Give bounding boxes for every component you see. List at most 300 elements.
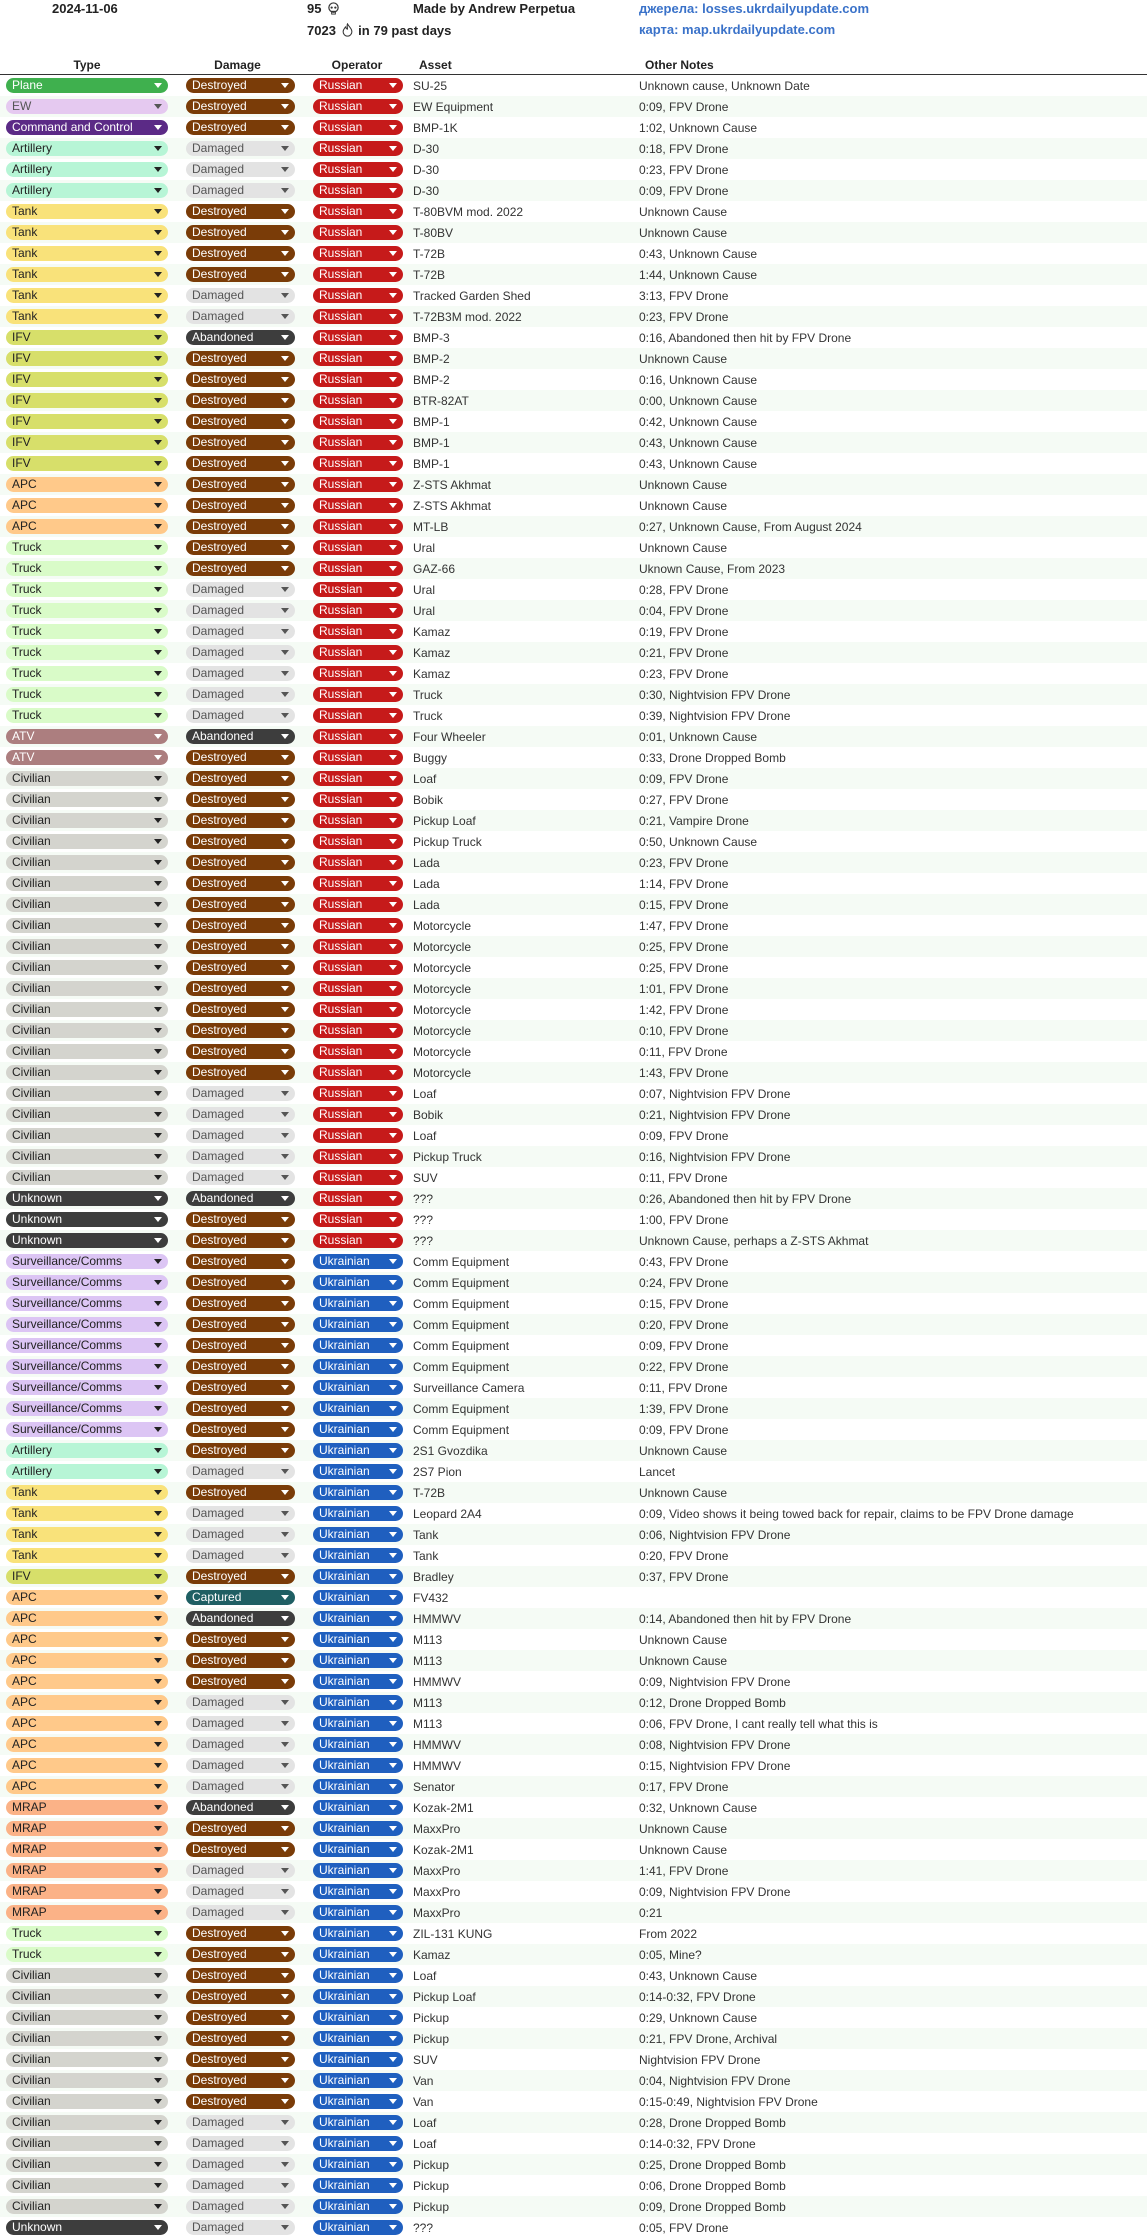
damage-dropdown[interactable] <box>186 1443 295 1458</box>
operator-dropdown[interactable] <box>313 1758 403 1773</box>
type-dropdown[interactable] <box>6 1569 168 1584</box>
type-dropdown[interactable] <box>6 1380 168 1395</box>
operator-dropdown[interactable] <box>313 2031 403 2046</box>
type-dropdown[interactable] <box>6 1191 168 1206</box>
type-dropdown[interactable] <box>6 918 168 933</box>
type-dropdown[interactable] <box>6 1695 168 1710</box>
type-dropdown[interactable] <box>6 1632 168 1647</box>
type-dropdown[interactable] <box>6 582 168 597</box>
type-dropdown[interactable] <box>6 1107 168 1122</box>
damage-dropdown[interactable] <box>186 1002 295 1017</box>
operator-dropdown[interactable] <box>313 1821 403 1836</box>
type-dropdown[interactable] <box>6 2094 168 2109</box>
type-dropdown[interactable] <box>6 1548 168 1563</box>
type-dropdown[interactable] <box>6 1170 168 1185</box>
operator-dropdown[interactable] <box>313 1674 403 1689</box>
operator-dropdown[interactable] <box>313 1716 403 1731</box>
operator-dropdown[interactable] <box>313 183 403 198</box>
operator-dropdown[interactable] <box>313 246 403 261</box>
type-dropdown[interactable] <box>6 1212 168 1227</box>
operator-dropdown[interactable] <box>313 2178 403 2193</box>
type-dropdown[interactable] <box>6 183 168 198</box>
damage-dropdown[interactable] <box>186 435 295 450</box>
type-dropdown[interactable] <box>6 1086 168 1101</box>
operator-dropdown[interactable] <box>313 2157 403 2172</box>
damage-dropdown[interactable] <box>186 2010 295 2025</box>
damage-dropdown[interactable] <box>186 603 295 618</box>
operator-dropdown[interactable] <box>313 2199 403 2214</box>
damage-dropdown[interactable] <box>186 1506 295 1521</box>
operator-dropdown[interactable] <box>313 288 403 303</box>
operator-dropdown[interactable] <box>313 141 403 156</box>
operator-dropdown[interactable] <box>313 1233 403 1248</box>
type-dropdown[interactable] <box>6 498 168 513</box>
operator-dropdown[interactable] <box>313 1989 403 2004</box>
damage-dropdown[interactable] <box>186 1422 295 1437</box>
type-dropdown[interactable] <box>6 456 168 471</box>
operator-dropdown[interactable] <box>313 1359 403 1374</box>
operator-dropdown[interactable] <box>313 1380 403 1395</box>
operator-dropdown[interactable] <box>313 1128 403 1143</box>
type-dropdown[interactable] <box>6 1863 168 1878</box>
operator-dropdown[interactable] <box>313 1170 403 1185</box>
damage-dropdown[interactable] <box>186 1653 295 1668</box>
type-dropdown[interactable] <box>6 477 168 492</box>
operator-dropdown[interactable] <box>313 1947 403 1962</box>
damage-dropdown[interactable] <box>186 813 295 828</box>
damage-dropdown[interactable] <box>186 2094 295 2109</box>
type-dropdown[interactable] <box>6 1296 168 1311</box>
operator-dropdown[interactable] <box>313 1023 403 1038</box>
type-dropdown[interactable] <box>6 1821 168 1836</box>
damage-dropdown[interactable] <box>186 1632 295 1647</box>
damage-dropdown[interactable] <box>186 1338 295 1353</box>
type-dropdown[interactable] <box>6 414 168 429</box>
type-dropdown[interactable] <box>6 1674 168 1689</box>
type-dropdown[interactable] <box>6 750 168 765</box>
type-dropdown[interactable] <box>6 1422 168 1437</box>
damage-dropdown[interactable] <box>186 2178 295 2193</box>
operator-dropdown[interactable] <box>313 1401 403 1416</box>
operator-dropdown[interactable] <box>313 1548 403 1563</box>
operator-dropdown[interactable] <box>313 792 403 807</box>
sources-label[interactable]: джерела: <box>639 1 703 16</box>
damage-dropdown[interactable] <box>186 1947 295 1962</box>
type-dropdown[interactable] <box>6 1044 168 1059</box>
type-dropdown[interactable] <box>6 435 168 450</box>
damage-dropdown[interactable] <box>186 1926 295 1941</box>
operator-dropdown[interactable] <box>313 1002 403 1017</box>
type-dropdown[interactable] <box>6 372 168 387</box>
type-dropdown[interactable] <box>6 897 168 912</box>
type-dropdown[interactable] <box>6 1716 168 1731</box>
operator-dropdown[interactable] <box>313 813 403 828</box>
damage-dropdown[interactable] <box>186 771 295 786</box>
operator-dropdown[interactable] <box>313 834 403 849</box>
type-dropdown[interactable] <box>6 1590 168 1605</box>
damage-dropdown[interactable] <box>186 120 295 135</box>
damage-dropdown[interactable] <box>186 1149 295 1164</box>
type-dropdown[interactable] <box>6 141 168 156</box>
type-dropdown[interactable] <box>6 2115 168 2130</box>
operator-dropdown[interactable] <box>313 771 403 786</box>
type-dropdown[interactable] <box>6 603 168 618</box>
damage-dropdown[interactable] <box>186 834 295 849</box>
operator-dropdown[interactable] <box>313 561 403 576</box>
operator-dropdown[interactable] <box>313 624 403 639</box>
map-link[interactable]: map.ukrdailyupdate.com <box>682 22 836 37</box>
damage-dropdown[interactable] <box>186 2199 295 2214</box>
operator-dropdown[interactable] <box>313 876 403 891</box>
type-dropdown[interactable] <box>6 1653 168 1668</box>
type-dropdown[interactable] <box>6 540 168 555</box>
type-dropdown[interactable] <box>6 2199 168 2214</box>
damage-dropdown[interactable] <box>186 1065 295 1080</box>
operator-dropdown[interactable] <box>313 1611 403 1626</box>
damage-dropdown[interactable] <box>186 1674 295 1689</box>
operator-dropdown[interactable] <box>313 204 403 219</box>
damage-dropdown[interactable] <box>186 1107 295 1122</box>
type-dropdown[interactable] <box>6 1317 168 1332</box>
damage-dropdown[interactable] <box>186 225 295 240</box>
damage-dropdown[interactable] <box>186 1128 295 1143</box>
damage-dropdown[interactable] <box>186 267 295 282</box>
damage-dropdown[interactable] <box>186 78 295 93</box>
type-dropdown[interactable] <box>6 246 168 261</box>
operator-dropdown[interactable] <box>313 939 403 954</box>
damage-dropdown[interactable] <box>186 498 295 513</box>
operator-dropdown[interactable] <box>313 2136 403 2151</box>
operator-dropdown[interactable] <box>313 162 403 177</box>
type-dropdown[interactable] <box>6 2220 168 2235</box>
damage-dropdown[interactable] <box>186 582 295 597</box>
type-dropdown[interactable] <box>6 2136 168 2151</box>
damage-dropdown[interactable] <box>186 162 295 177</box>
type-dropdown[interactable] <box>6 855 168 870</box>
damage-dropdown[interactable] <box>186 1191 295 1206</box>
operator-dropdown[interactable] <box>313 1149 403 1164</box>
type-dropdown[interactable] <box>6 1128 168 1143</box>
damage-dropdown[interactable] <box>186 1023 295 1038</box>
operator-dropdown[interactable] <box>313 1968 403 1983</box>
operator-dropdown[interactable] <box>313 960 403 975</box>
damage-dropdown[interactable] <box>186 2031 295 2046</box>
operator-dropdown[interactable] <box>313 1254 403 1269</box>
operator-dropdown[interactable] <box>313 1569 403 1584</box>
type-dropdown[interactable] <box>6 1611 168 1626</box>
operator-dropdown[interactable] <box>313 1779 403 1794</box>
operator-dropdown[interactable] <box>313 687 403 702</box>
type-dropdown[interactable] <box>6 1275 168 1290</box>
type-dropdown[interactable] <box>6 876 168 891</box>
operator-dropdown[interactable] <box>313 393 403 408</box>
damage-dropdown[interactable] <box>186 1527 295 1542</box>
damage-dropdown[interactable] <box>186 1275 295 1290</box>
map-label[interactable]: карта: <box>639 22 683 37</box>
damage-dropdown[interactable] <box>186 309 295 324</box>
operator-dropdown[interactable] <box>313 855 403 870</box>
type-dropdown[interactable] <box>6 2052 168 2067</box>
damage-dropdown[interactable] <box>186 981 295 996</box>
operator-dropdown[interactable] <box>313 99 403 114</box>
type-dropdown[interactable] <box>6 1023 168 1038</box>
operator-dropdown[interactable] <box>313 1527 403 1542</box>
operator-dropdown[interactable] <box>313 330 403 345</box>
type-dropdown[interactable] <box>6 708 168 723</box>
operator-dropdown[interactable] <box>313 1443 403 1458</box>
operator-dropdown[interactable] <box>313 1590 403 1605</box>
operator-dropdown[interactable] <box>313 1338 403 1353</box>
damage-dropdown[interactable] <box>186 204 295 219</box>
type-dropdown[interactable] <box>6 2073 168 2088</box>
damage-dropdown[interactable] <box>186 1842 295 1857</box>
damage-dropdown[interactable] <box>186 1884 295 1899</box>
damage-dropdown[interactable] <box>186 1716 295 1731</box>
type-dropdown[interactable] <box>6 813 168 828</box>
type-dropdown[interactable] <box>6 1485 168 1500</box>
type-dropdown[interactable] <box>6 1926 168 1941</box>
type-dropdown[interactable] <box>6 1233 168 1248</box>
type-dropdown[interactable] <box>6 2031 168 2046</box>
damage-dropdown[interactable] <box>186 372 295 387</box>
operator-dropdown[interactable] <box>313 225 403 240</box>
operator-dropdown[interactable] <box>313 1506 403 1521</box>
operator-dropdown[interactable] <box>313 1464 403 1479</box>
damage-dropdown[interactable] <box>186 1464 295 1479</box>
damage-dropdown[interactable] <box>186 561 295 576</box>
operator-dropdown[interactable] <box>313 750 403 765</box>
damage-dropdown[interactable] <box>186 687 295 702</box>
type-dropdown[interactable] <box>6 1779 168 1794</box>
operator-dropdown[interactable] <box>313 1296 403 1311</box>
type-dropdown[interactable] <box>6 1968 168 1983</box>
type-dropdown[interactable] <box>6 309 168 324</box>
type-dropdown[interactable] <box>6 1254 168 1269</box>
damage-dropdown[interactable] <box>186 2052 295 2067</box>
damage-dropdown[interactable] <box>186 2115 295 2130</box>
type-dropdown[interactable] <box>6 1527 168 1542</box>
operator-dropdown[interactable] <box>313 120 403 135</box>
type-dropdown[interactable] <box>6 120 168 135</box>
damage-dropdown[interactable] <box>186 288 295 303</box>
operator-dropdown[interactable] <box>313 2073 403 2088</box>
damage-dropdown[interactable] <box>186 897 295 912</box>
operator-dropdown[interactable] <box>313 1905 403 1920</box>
damage-dropdown[interactable] <box>186 330 295 345</box>
type-dropdown[interactable] <box>6 729 168 744</box>
type-dropdown[interactable] <box>6 204 168 219</box>
type-dropdown[interactable] <box>6 288 168 303</box>
operator-dropdown[interactable] <box>313 1191 403 1206</box>
type-dropdown[interactable] <box>6 834 168 849</box>
operator-dropdown[interactable] <box>313 603 403 618</box>
type-dropdown[interactable] <box>6 1401 168 1416</box>
operator-dropdown[interactable] <box>313 1842 403 1857</box>
damage-dropdown[interactable] <box>186 1779 295 1794</box>
damage-dropdown[interactable] <box>186 414 295 429</box>
type-dropdown[interactable] <box>6 1443 168 1458</box>
operator-dropdown[interactable] <box>313 1044 403 1059</box>
operator-dropdown[interactable] <box>313 435 403 450</box>
operator-dropdown[interactable] <box>313 540 403 555</box>
type-dropdown[interactable] <box>6 1149 168 1164</box>
type-dropdown[interactable] <box>6 624 168 639</box>
damage-dropdown[interactable] <box>186 1254 295 1269</box>
damage-dropdown[interactable] <box>186 2136 295 2151</box>
damage-dropdown[interactable] <box>186 1380 295 1395</box>
damage-dropdown[interactable] <box>186 1086 295 1101</box>
operator-dropdown[interactable] <box>313 1737 403 1752</box>
type-dropdown[interactable] <box>6 960 168 975</box>
type-dropdown[interactable] <box>6 393 168 408</box>
type-dropdown[interactable] <box>6 1464 168 1479</box>
type-dropdown[interactable] <box>6 519 168 534</box>
type-dropdown[interactable] <box>6 225 168 240</box>
damage-dropdown[interactable] <box>186 708 295 723</box>
operator-dropdown[interactable] <box>313 1212 403 1227</box>
operator-dropdown[interactable] <box>313 645 403 660</box>
operator-dropdown[interactable] <box>313 2010 403 2025</box>
operator-dropdown[interactable] <box>313 78 403 93</box>
operator-dropdown[interactable] <box>313 519 403 534</box>
operator-dropdown[interactable] <box>313 2094 403 2109</box>
operator-dropdown[interactable] <box>313 267 403 282</box>
type-dropdown[interactable] <box>6 162 168 177</box>
operator-dropdown[interactable] <box>313 897 403 912</box>
operator-dropdown[interactable] <box>313 2220 403 2235</box>
damage-dropdown[interactable] <box>186 519 295 534</box>
operator-dropdown[interactable] <box>313 1884 403 1899</box>
damage-dropdown[interactable] <box>186 1989 295 2004</box>
damage-dropdown[interactable] <box>186 645 295 660</box>
operator-dropdown[interactable] <box>313 1086 403 1101</box>
operator-dropdown[interactable] <box>313 309 403 324</box>
damage-dropdown[interactable] <box>186 960 295 975</box>
damage-dropdown[interactable] <box>186 918 295 933</box>
type-dropdown[interactable] <box>6 687 168 702</box>
operator-dropdown[interactable] <box>313 2115 403 2130</box>
type-dropdown[interactable] <box>6 771 168 786</box>
type-dropdown[interactable] <box>6 2178 168 2193</box>
damage-dropdown[interactable] <box>186 1863 295 1878</box>
operator-dropdown[interactable] <box>313 1926 403 1941</box>
operator-dropdown[interactable] <box>313 729 403 744</box>
damage-dropdown[interactable] <box>186 351 295 366</box>
operator-dropdown[interactable] <box>313 1485 403 1500</box>
damage-dropdown[interactable] <box>186 2157 295 2172</box>
type-dropdown[interactable] <box>6 351 168 366</box>
operator-dropdown[interactable] <box>313 372 403 387</box>
operator-dropdown[interactable] <box>313 498 403 513</box>
damage-dropdown[interactable] <box>186 792 295 807</box>
damage-dropdown[interactable] <box>186 246 295 261</box>
damage-dropdown[interactable] <box>186 1968 295 1983</box>
operator-dropdown[interactable] <box>313 477 403 492</box>
type-dropdown[interactable] <box>6 1905 168 1920</box>
type-dropdown[interactable] <box>6 666 168 681</box>
type-dropdown[interactable] <box>6 78 168 93</box>
damage-dropdown[interactable] <box>186 477 295 492</box>
operator-dropdown[interactable] <box>313 1422 403 1437</box>
type-dropdown[interactable] <box>6 981 168 996</box>
type-dropdown[interactable] <box>6 561 168 576</box>
operator-dropdown[interactable] <box>313 1317 403 1332</box>
damage-dropdown[interactable] <box>186 1317 295 1332</box>
operator-dropdown[interactable] <box>313 981 403 996</box>
type-dropdown[interactable] <box>6 1842 168 1857</box>
type-dropdown[interactable] <box>6 2157 168 2172</box>
damage-dropdown[interactable] <box>186 1044 295 1059</box>
damage-dropdown[interactable] <box>186 729 295 744</box>
damage-dropdown[interactable] <box>186 750 295 765</box>
type-dropdown[interactable] <box>6 1758 168 1773</box>
damage-dropdown[interactable] <box>186 1821 295 1836</box>
damage-dropdown[interactable] <box>186 666 295 681</box>
type-dropdown[interactable] <box>6 939 168 954</box>
operator-dropdown[interactable] <box>313 414 403 429</box>
damage-dropdown[interactable] <box>186 2073 295 2088</box>
type-dropdown[interactable] <box>6 645 168 660</box>
operator-dropdown[interactable] <box>313 1632 403 1647</box>
damage-dropdown[interactable] <box>186 624 295 639</box>
operator-dropdown[interactable] <box>313 456 403 471</box>
operator-dropdown[interactable] <box>313 1275 403 1290</box>
damage-dropdown[interactable] <box>186 1296 295 1311</box>
damage-dropdown[interactable] <box>186 393 295 408</box>
damage-dropdown[interactable] <box>186 1170 295 1185</box>
type-dropdown[interactable] <box>6 1359 168 1374</box>
damage-dropdown[interactable] <box>186 1758 295 1773</box>
damage-dropdown[interactable] <box>186 1401 295 1416</box>
operator-dropdown[interactable] <box>313 1800 403 1815</box>
operator-dropdown[interactable] <box>313 666 403 681</box>
operator-dropdown[interactable] <box>313 708 403 723</box>
damage-dropdown[interactable] <box>186 1359 295 1374</box>
type-dropdown[interactable] <box>6 792 168 807</box>
damage-dropdown[interactable] <box>186 1569 295 1584</box>
type-dropdown[interactable] <box>6 330 168 345</box>
operator-dropdown[interactable] <box>313 1065 403 1080</box>
damage-dropdown[interactable] <box>186 1548 295 1563</box>
damage-dropdown[interactable] <box>186 2220 295 2235</box>
damage-dropdown[interactable] <box>186 1233 295 1248</box>
damage-dropdown[interactable] <box>186 1695 295 1710</box>
operator-dropdown[interactable] <box>313 1863 403 1878</box>
operator-dropdown[interactable] <box>313 1107 403 1122</box>
operator-dropdown[interactable] <box>313 582 403 597</box>
damage-dropdown[interactable] <box>186 456 295 471</box>
damage-dropdown[interactable] <box>186 183 295 198</box>
damage-dropdown[interactable] <box>186 1212 295 1227</box>
damage-dropdown[interactable] <box>186 1590 295 1605</box>
damage-dropdown[interactable] <box>186 99 295 114</box>
operator-dropdown[interactable] <box>313 1653 403 1668</box>
type-dropdown[interactable] <box>6 2010 168 2025</box>
damage-dropdown[interactable] <box>186 939 295 954</box>
type-dropdown[interactable] <box>6 1002 168 1017</box>
type-dropdown[interactable] <box>6 1338 168 1353</box>
type-dropdown[interactable] <box>6 1947 168 1962</box>
damage-dropdown[interactable] <box>186 1737 295 1752</box>
damage-dropdown[interactable] <box>186 1611 295 1626</box>
type-dropdown[interactable] <box>6 99 168 114</box>
operator-dropdown[interactable] <box>313 1695 403 1710</box>
damage-dropdown[interactable] <box>186 876 295 891</box>
damage-dropdown[interactable] <box>186 1905 295 1920</box>
type-dropdown[interactable] <box>6 1065 168 1080</box>
damage-dropdown[interactable] <box>186 855 295 870</box>
damage-dropdown[interactable] <box>186 1485 295 1500</box>
